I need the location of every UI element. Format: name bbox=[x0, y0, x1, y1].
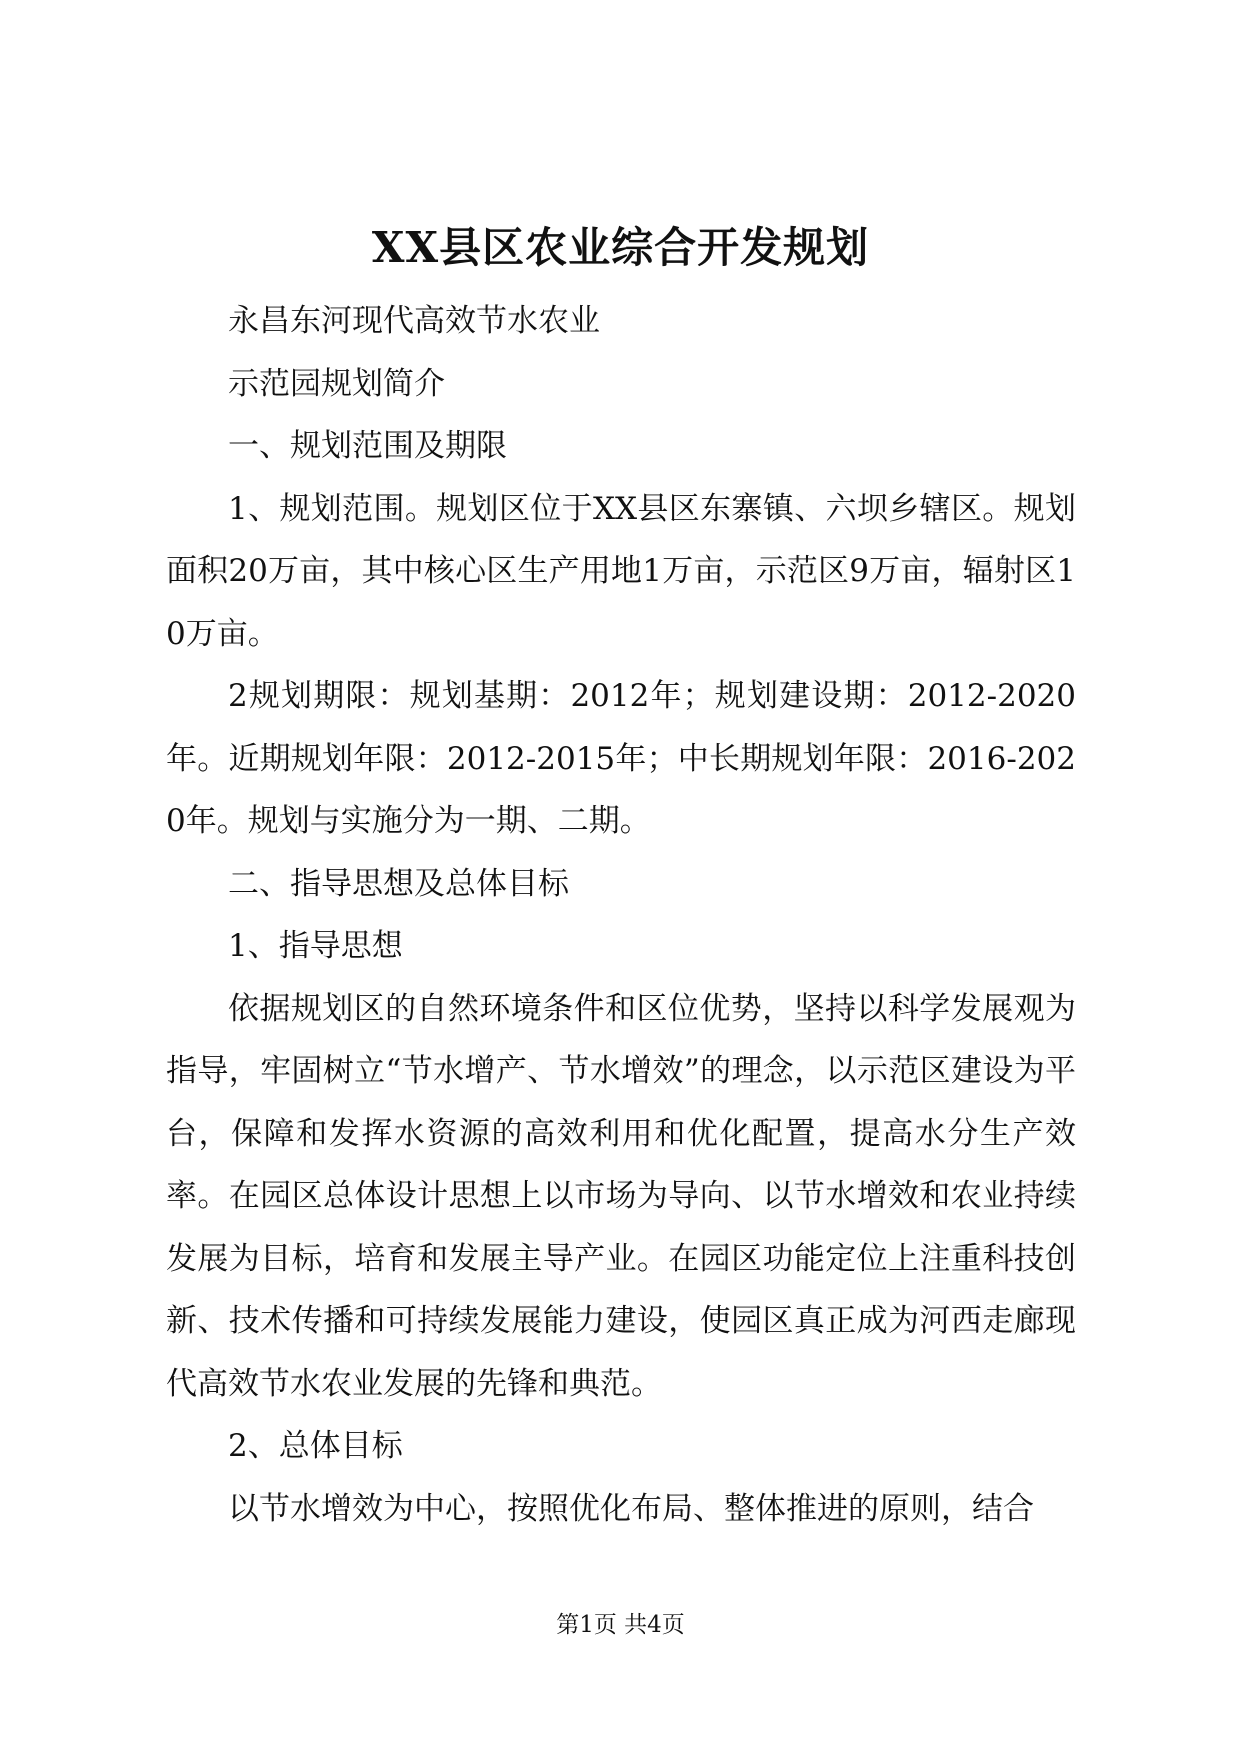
paragraph-guiding-idea: 依据规划区的自然环境条件和区位优势，坚持以科学发展观为指导，牢固树立“节水增产、节水增效”的理念，以示范区建设为平台，保障和发挥水资源的高效利用和优化配置，提高水分生产效率。在园区总体设计思想上以市场为导向、以节水增效和农业持续发展为目标，培育和发展主导产业。在园区功能定位上注重科技创新、技术传播和可持续发展能力建设，使园区真正成为河西走廊现代高效节水农业发展的先锋和典范。 bbox=[166, 990, 1076, 1402]
document-title: XX县区农业综合开发规划 bbox=[371, 223, 870, 272]
paragraph-subtitle-line-1: 永昌东河现代高效节水农业 bbox=[228, 303, 600, 339]
paragraph-overall-goal: 以节水增效为中心，按照优化布局、整体推进的原则，结合 bbox=[228, 1490, 1034, 1527]
section-heading-guidance: 二、指导思想及总体目标 bbox=[228, 865, 569, 902]
section-heading-scope: 一、规划范围及期限 bbox=[228, 428, 507, 464]
subheading-overall-goal: 2、总体目标 bbox=[228, 1428, 403, 1464]
paragraph-scope: 1、规划范围。规划区位于XX县区东寨镇、六坝乡辖区。规划面积20万亩，其中核心区生产用地1万亩，示范区9万亩，辐射区10万亩。 bbox=[166, 490, 1076, 652]
paragraph-period: 2规划期限：规划基期：2012年；规划建设期：2012-2020年。近期规划年限：2012-2015年；中长期规划年限：2016-2020年。规划与实施分为一期、二期。 bbox=[166, 678, 1076, 839]
paragraph-subtitle-line-2: 示范园规划简介 bbox=[228, 365, 445, 402]
document-body bbox=[166, 290, 1076, 1540]
subheading-guiding-idea: 1、指导思想 bbox=[228, 928, 403, 964]
page-number-footer: 第1页 共4页 bbox=[556, 1612, 685, 1638]
